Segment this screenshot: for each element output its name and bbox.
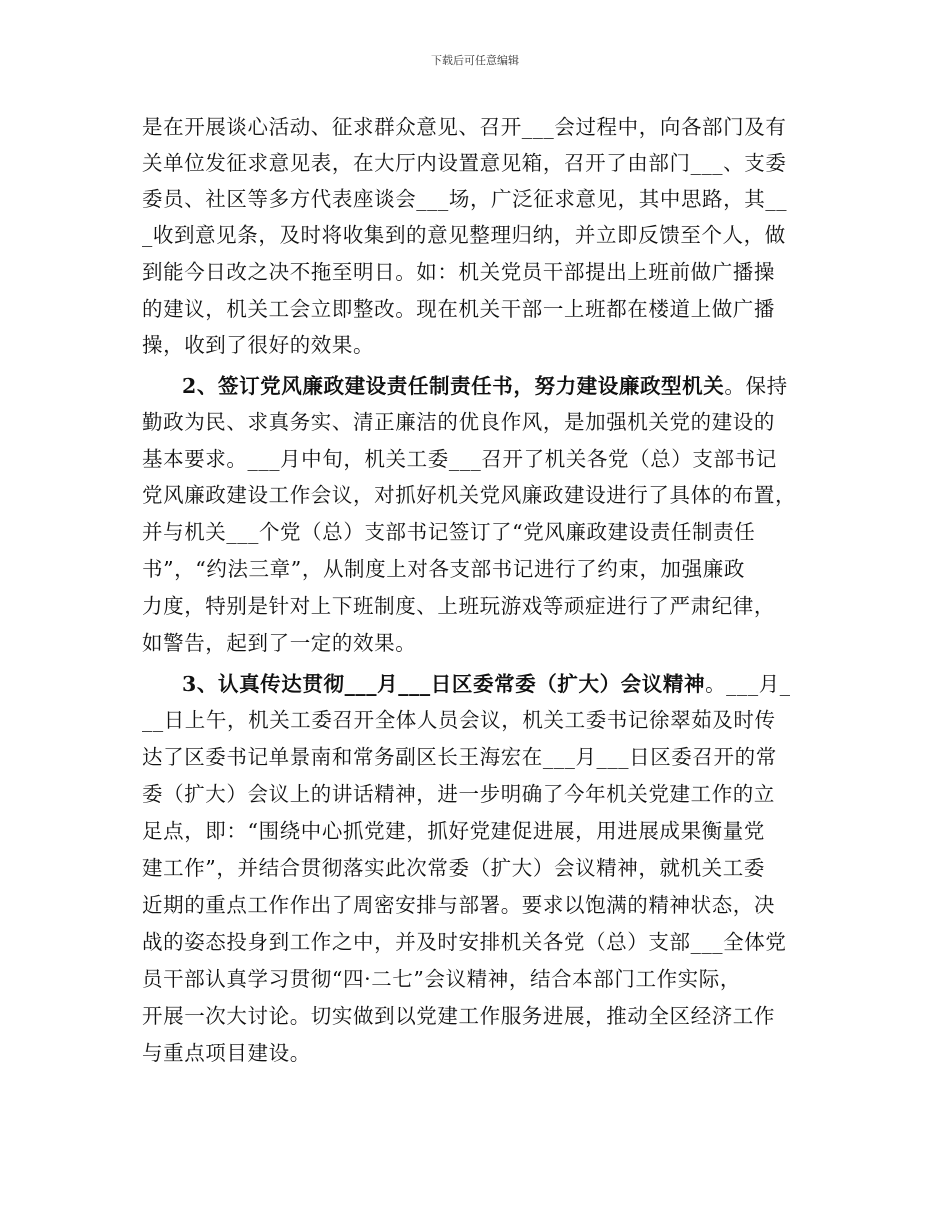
text-line: 的建议，机关工会立即整改。现在机关干部一上班都在楼道上做广播 [142,297,775,321]
text-line: 勤政为民、求真务实、清正廉洁的优良作风，是加强机关党的建设的 [142,410,775,434]
text-line: 达了区委书记单景南和常务副区长王海宏在___月___日区委召开的常 [142,745,777,769]
text-line: 近期的重点工作作出了周密安排与部署。要求以饱满的精神状态，决 [142,893,775,917]
section-3-heading-tail: 。___月_ [705,672,791,696]
text-line: 如警告，起到了一定的效果。 [142,631,417,655]
text-line: 开展一次大讨论。切实做到以党建工作服务进展，推动全区经济工作 [142,1004,775,1028]
text-line: 力度，特别是针对上下班制度、上班玩游戏等顽症进行了严肃纪律， [142,594,775,618]
text-line: 足点，即：“围绕中心抓党建，抓好党建促进展，用进展成果衡量党 [142,819,765,843]
text-line: 党风廉政建设工作会议，对抓好机关党风廉政建设进行了具体的布置， [142,483,797,507]
section-2-heading: 2、签订党风廉政建设责任制责任书，努力建设廉政型机关 [182,374,725,398]
text-line: __日上午，机关工委召开全体人员会议，机关工委书记徐翠茹及时传 [142,708,776,732]
text-line: 关单位发征求意见表，在大厅内设置意见箱，召开了由部门___、支委 [142,151,787,175]
section-3-first-line [182,667,812,701]
text-line: 操，收到了很好的效果。 [142,333,375,357]
text-line: 基本要求。___月中旬，机关工委___召开了机关各党（总）支部书记 [142,447,777,471]
text-line: 并与机关___个党（总）支部书记签订了“党风廉政建设责任制责任 [142,520,756,544]
text-line: 委员、社区等多方代表座谈会___场，广泛征求意见，其中思路，其__ [142,187,788,211]
section-2-first-line [182,369,812,403]
text-line: 书”，“约法三章”，从制度上对各支部书记进行了约束，加强廉政 [142,557,745,581]
text-line: 员干部认真学习贯彻“四·二七”会议精神，结合本部门工作实际， [142,967,741,991]
text-line: 委（扩大）会议上的讲话精神，进一步明确了今年机关党建工作的立 [142,782,775,806]
text-line: _收到意见条，及时将收集到的意见整理归纳，并立即反馈至个人，做 [142,223,786,247]
text-line: 战的姿态投身到工作之中，并及时安排机关各党（总）支部___全体党 [142,930,787,954]
text-line: 建工作”，并结合贯彻落实此次常委（扩大）会议精神，就机关工委 [142,856,765,880]
section-3-heading: 3、认真传达贯彻___月___日区委常委（扩大）会议精神 [182,672,706,696]
text-line: 与重点项目建设。 [142,1041,311,1065]
section-2-heading-tail: 。保持 [724,374,788,398]
text-line: 是在开展谈心活动、征求群众意见、召开___会过程中，向各部门及有 [142,115,787,139]
page-header: 下载后可任意编辑 [431,54,519,67]
text-line: 到能今日改之决不拖至明日。如：机关党员干部提出上班前做广播操 [142,260,775,284]
